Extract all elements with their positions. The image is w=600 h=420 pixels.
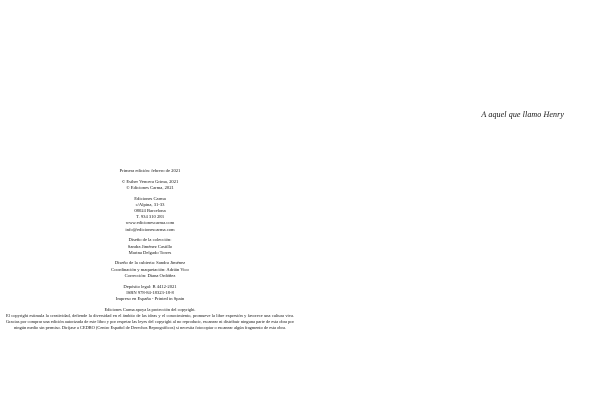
publisher-street: c/Alpina, 31-33 bbox=[135, 201, 165, 207]
copyright-author: © Esther Vencera Grima, 2021 bbox=[121, 178, 179, 184]
publisher-address bbox=[6, 196, 294, 233]
collection-designer-1: Sandra Jiménez Castillo bbox=[127, 243, 173, 249]
legal-ids bbox=[6, 284, 294, 303]
publisher-email: info@edicionescarma.com bbox=[125, 226, 175, 232]
dedication: A aquel que llamo Henry bbox=[481, 110, 564, 119]
collection-designer-2: Marina Delgado Torres bbox=[128, 249, 172, 255]
copyright-notice: El copyright estimula la creatividad, defiende la diversidad en el ámbito de las ideas y el conocimiento, promueve la libre expresión y favorece una cultura viva. Gracias por comprar una edición autorizada de este libro y por respetar las leyes del copyright al no reproducir, escanear ni distribuir ninguna parte de esta obra por ningún medio sin permiso. Diríjase a CEDRO (Centro Español de Derechos Reprográficos) si necesita fotocopiar o escanear algún fragmento de esta obra. bbox=[6, 312, 294, 330]
copyright-legal bbox=[6, 307, 294, 331]
publisher-city: 08024 Barcelona bbox=[134, 208, 166, 214]
printed-in: Impreso en España - Printed in Spain bbox=[115, 295, 185, 301]
edition-line: Primera edición: febrero de 2021 bbox=[119, 168, 181, 173]
credits-block bbox=[6, 168, 294, 335]
copyright-support: Ediciones Carma apoya la protección del copyright. bbox=[104, 306, 196, 312]
publisher-name: Ediciones Carma bbox=[134, 195, 166, 201]
isbn: ISBN 978-84-18323-18-8 bbox=[126, 289, 174, 295]
dedication-page bbox=[300, 0, 600, 420]
edition-block bbox=[6, 168, 294, 174]
production-credits bbox=[6, 260, 294, 279]
proofreading: Corrección: Diana Ordóñez bbox=[124, 272, 176, 278]
legal-deposit: Depósito legal: B 4412-2021 bbox=[123, 283, 177, 289]
publisher-website: www.edicionescarma.com bbox=[125, 220, 175, 226]
publisher-phone: T. 934 310 283 bbox=[136, 214, 164, 220]
copyright-publisher: © Ediciones Carma, 2021 bbox=[126, 184, 174, 190]
copyright-holders bbox=[6, 179, 294, 191]
collection-design-label: Diseño de la colección: bbox=[128, 237, 172, 243]
collection-design bbox=[6, 237, 294, 256]
cover-design: Diseño de la cubierta: Sandra Jiménez bbox=[114, 260, 186, 266]
coordination: Coordinación y maquetación: Adrián Vico bbox=[111, 266, 189, 272]
